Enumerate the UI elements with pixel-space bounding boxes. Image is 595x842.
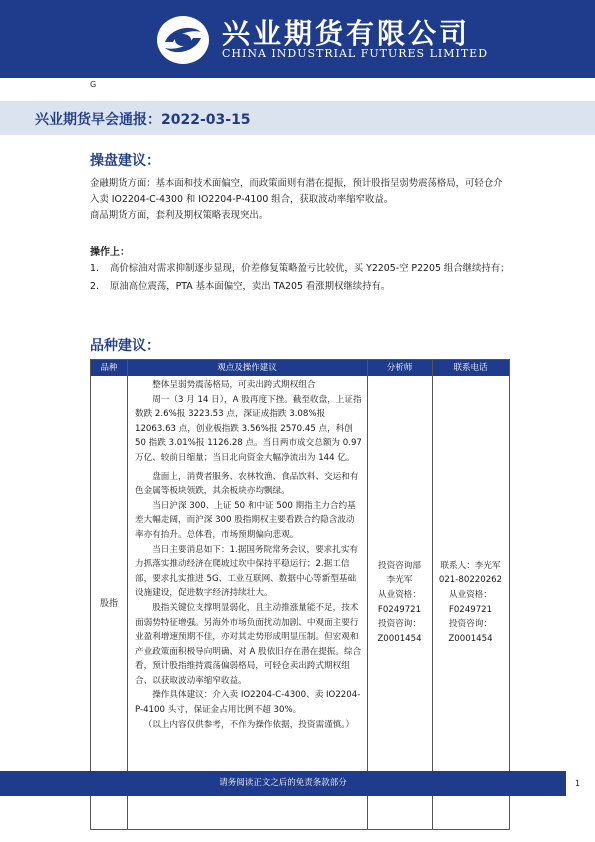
variety-section-title: 品种建议： — [90, 338, 160, 354]
contact-line: 021-80220262 — [438, 575, 503, 586]
header-banner — [0, 0, 595, 78]
analysis-cell — [135, 378, 363, 732]
analyst-cell — [367, 376, 432, 829]
list-item-number: 2. — [90, 281, 99, 292]
report-title-bar — [0, 101, 595, 135]
analyst-line: 投资咨询部 — [378, 560, 421, 571]
analysis-paragraph: 当日主要消息如下：1.据国务院常务会议，要求扎实有力抓落实推动经济在爬坡过坎中保持平稳运行；2.据工信部，要求扎实推进 5G、工业互联网、数据中心等新型基础设施建设，促进数字经济持续壮大。 — [135, 544, 359, 599]
analysis-paragraph: 整体呈弱势震荡格局，可卖出跨式期权组合 — [152, 380, 316, 390]
table-header-cell: 品种 — [100, 363, 118, 373]
ops-paragraph: 金融期货方面：基本面和技术面偏空，而政策面则有潜在提振，预计股指呈弱势震荡格局，可轻仓介入卖 IO2204-C-4300 和 IO2204-P-4100 组合，获取波动率缩窄收益。 — [90, 178, 503, 205]
table-header — [91, 360, 509, 376]
report-title: 兴业期货早会通报：2022-03-15 — [35, 112, 251, 128]
table-header-cell: 分析师 — [386, 363, 413, 373]
list-item-text: 高价棕油对需求抑制逐步显现，价差修复策略盈亏比较优，买 Y2205-空 P2205 组合继续持有； — [110, 263, 510, 274]
variety-cell: 股指 — [99, 599, 118, 609]
table-header-cell: 联系电话 — [453, 363, 488, 373]
ops-list — [90, 261, 510, 297]
analyst-line: F0249721 — [377, 604, 422, 615]
disclaimer-footer: 请务阅读正文之后的免责条款部分 — [0, 771, 566, 796]
ops-paragraphs — [90, 176, 510, 224]
analysis-paragraph: 当日沪深 300、上证 50 和中证 500 期指主力合约基差大幅走阔，而沪深 300 股指期权主要看跌合约隐含波动率亦有抬升。总体看，市场预期偏向悲观。 — [135, 500, 356, 540]
analyst-line: 投资咨询： — [378, 619, 421, 630]
analysis-paragraph: （以上内容仅供参考，不作为操作依据，投资需谨慎。） — [143, 719, 355, 730]
analyst-line: 从业资格： — [378, 589, 421, 600]
analyst-line: 李光军 — [386, 575, 413, 586]
ops-paragraph: 商品期货方面，套利及期权策略表现突出。 — [90, 210, 269, 221]
contact-line: 从业资格： — [449, 589, 492, 600]
table-header-cell: 观点及操作建议 — [217, 363, 277, 373]
contact-line: Z0001454 — [448, 633, 493, 644]
analysis-paragraph: 盘面上，消费者服务、农林牧渔、食品饮料、交运和有色金属等板块领跌，其余板块亦均飘绿。 — [135, 471, 359, 497]
analysis-paragraph: 周一（3 月 14 日），A 股再度下挫。截至收盘，上证指数跌 2.6%报 3223.53 点，深证成指跌 3.08%报 12063.63 点，创业板指跌 3.56%报 2570.45 点，科创 50 指跌 3.01%报 1126.28 点。当日两市成交总额为 0.97 万亿、较前日缩量；当日北向资金大幅净流出为 144 亿。 — [135, 394, 362, 463]
analysis-paragraph: 股指关键位支撑明显弱化，且主动推涨量能不足，技术面弱势特征增强。另海外市场负面扰动加剧、中观面主要行业盈利增速预期不佳，亦对其走势形成明显压制。但宏观和产业政策面积极导向明确、对 A 股依旧存在潜在提振。综合看，预计股指维持震荡偏弱格局，可轻仓卖出跨式期权组合、以获取波动率缩窄收益。 — [135, 602, 362, 686]
header-mark: G — [90, 80, 97, 89]
contact-line: F0249721 — [448, 604, 493, 615]
page-number: 1 — [575, 779, 581, 788]
contact-line: 投资咨询： — [449, 619, 492, 630]
contact-cell — [432, 376, 509, 829]
company-name-en: CHINA INDUSTRIAL FUTURES LIMITED — [222, 47, 489, 60]
column-divider — [127, 360, 128, 829]
company-logo-icon — [155, 12, 211, 68]
analysis-paragraph: 操作具体建议：介入卖 IO2204-C-4300、卖 IO2204-P-4100 头寸，保证金占用比例不超 30%。 — [135, 690, 361, 716]
list-item — [90, 279, 510, 295]
variety-table — [90, 359, 510, 830]
contact-line: 联系人：李光军 — [440, 560, 501, 571]
ops-list-heading: 操作上： — [90, 247, 130, 258]
list-item-text: 原油高位震荡，PTA 基本面偏空，卖出 TA205 看涨期权继续持有。 — [110, 281, 391, 292]
ops-section-title: 操盘建议： — [90, 153, 160, 169]
analyst-line: Z0001454 — [377, 633, 422, 644]
list-item — [90, 261, 510, 277]
company-name-cn: 兴业期货有限公司 — [222, 17, 471, 50]
list-item-number: 1. — [90, 263, 99, 274]
